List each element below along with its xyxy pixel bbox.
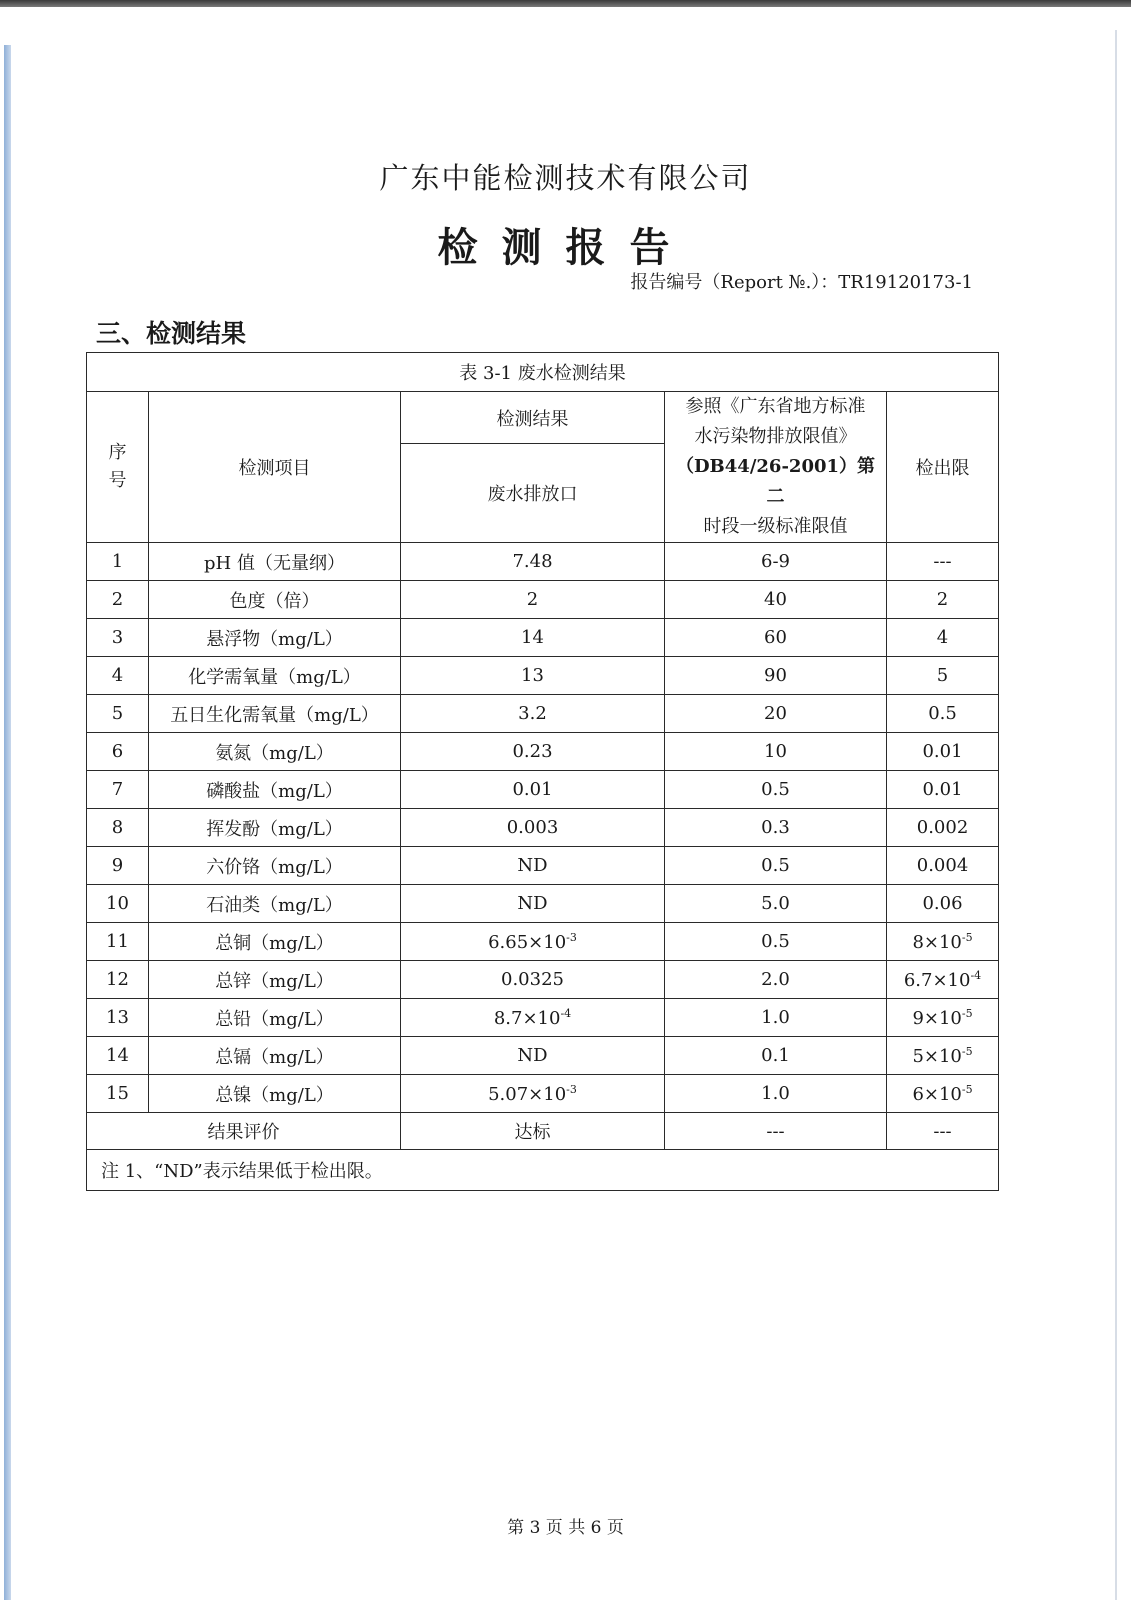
cell-result-base: 5.07×10 — [488, 1083, 567, 1105]
summary-standard: --- — [665, 1113, 887, 1150]
cell-limit-exponent: -5 — [961, 930, 973, 944]
cell-limit: 0.004 — [887, 847, 999, 885]
cell-limit: 5 — [887, 657, 999, 695]
page-footer: 第 3 页 共 6 页 — [507, 1518, 624, 1538]
cell-standard: 5.0 — [665, 885, 887, 923]
cell-item: 化学需氧量（mg/L） — [149, 657, 401, 695]
table-caption: 表 3-1 废水检测结果 — [87, 353, 999, 392]
cell-result-exponent: -4 — [560, 1006, 572, 1020]
cell-item: 色度（倍） — [149, 581, 401, 619]
summary-row — [87, 1113, 999, 1150]
cell-standard: 10 — [665, 733, 887, 771]
cell-limit: --- — [887, 543, 999, 581]
report-number: 报告编号（Report №.）：TR19120173-1 — [630, 272, 973, 293]
cell-limit: 0.06 — [887, 885, 999, 923]
cell-seq: 3 — [87, 619, 149, 657]
cell-limit-base: 9×10 — [912, 1007, 962, 1029]
cell-standard: 90 — [665, 657, 887, 695]
header-location: 废水排放口 — [401, 444, 665, 543]
cell-standard: 0.5 — [665, 847, 887, 885]
cell-standard: 60 — [665, 619, 887, 657]
cell-standard: 20 — [665, 695, 887, 733]
cell-limit — [887, 999, 999, 1037]
doc-title: 检测报告 — [437, 224, 694, 271]
cell-result: 2 — [401, 581, 665, 619]
cell-standard: 0.3 — [665, 809, 887, 847]
cell-result: 7.48 — [401, 543, 665, 581]
scan-left-edge — [4, 45, 11, 1600]
cell-result: ND — [401, 1037, 665, 1075]
cell-item: 氨氮（mg/L） — [149, 733, 401, 771]
cell-item: 挥发酚（mg/L） — [149, 809, 401, 847]
company-name: 广东中能检测技术有限公司 — [379, 161, 752, 195]
cell-result: ND — [401, 847, 665, 885]
cell-limit-base: 8×10 — [912, 931, 962, 953]
header-standard-line-4: 时段一级标准限值 — [703, 516, 848, 537]
cell-limit: 0.002 — [887, 809, 999, 847]
cell-limit-exponent: -5 — [961, 1044, 973, 1058]
header-seq — [87, 392, 149, 543]
table-row — [87, 1037, 999, 1075]
cell-result: 0.23 — [401, 733, 665, 771]
table-row — [87, 695, 999, 733]
cell-limit-base: 5×10 — [912, 1045, 962, 1067]
cell-seq: 14 — [87, 1037, 149, 1075]
cell-limit — [887, 961, 999, 999]
cell-limit-exponent: -4 — [970, 968, 982, 982]
cell-limit — [887, 1037, 999, 1075]
cell-limit: 0.01 — [887, 771, 999, 809]
cell-limit: 0.01 — [887, 733, 999, 771]
cell-item: 总镍（mg/L） — [149, 1075, 401, 1113]
cell-standard: 1.0 — [665, 999, 887, 1037]
cell-result: 13 — [401, 657, 665, 695]
summary-result: 达标 — [401, 1113, 665, 1150]
cell-item: 总锌（mg/L） — [149, 961, 401, 999]
table-row — [87, 619, 999, 657]
cell-seq: 7 — [87, 771, 149, 809]
cell-limit — [887, 923, 999, 961]
cell-standard: 0.1 — [665, 1037, 887, 1075]
cell-standard: 0.5 — [665, 923, 887, 961]
table-row — [87, 1075, 999, 1113]
cell-seq: 12 — [87, 961, 149, 999]
cell-item: 六价铬（mg/L） — [149, 847, 401, 885]
header-standard-line-3: （DB44/26-2001）第二 — [675, 456, 876, 507]
table-row — [87, 581, 999, 619]
cell-result: 0.003 — [401, 809, 665, 847]
table-row — [87, 847, 999, 885]
cell-result-base: 8.7×10 — [493, 1007, 561, 1029]
cell-limit-exponent: -5 — [961, 1006, 973, 1020]
cell-seq: 4 — [87, 657, 149, 695]
cell-seq: 13 — [87, 999, 149, 1037]
cell-standard: 6-9 — [665, 543, 887, 581]
cell-result: ND — [401, 885, 665, 923]
summary-label: 结果评价 — [87, 1113, 401, 1150]
section-heading: 三、检测结果 — [96, 319, 247, 348]
header-item: 检测项目 — [149, 392, 401, 543]
header-standard — [665, 392, 887, 543]
cell-seq: 1 — [87, 543, 149, 581]
table-row — [87, 809, 999, 847]
cell-result — [401, 923, 665, 961]
table-row — [87, 885, 999, 923]
cell-limit-base: 6.7×10 — [903, 969, 971, 991]
cell-seq: 8 — [87, 809, 149, 847]
cell-seq: 6 — [87, 733, 149, 771]
results-table — [86, 352, 999, 1191]
header-seq-label: 序号 — [108, 442, 127, 491]
cell-seq: 5 — [87, 695, 149, 733]
cell-limit: 2 — [887, 581, 999, 619]
cell-result: 0.01 — [401, 771, 665, 809]
cell-item: 悬浮物（mg/L） — [149, 619, 401, 657]
cell-item: pH 值（无量纲） — [149, 543, 401, 581]
cell-result — [401, 1075, 665, 1113]
cell-item: 总铜（mg/L） — [149, 923, 401, 961]
header-standard-line-1: 参照《广东省地方标准 — [685, 396, 866, 417]
table-note: 注 1、“ND”表示结果低于检出限。 — [87, 1150, 999, 1191]
cell-standard: 0.5 — [665, 771, 887, 809]
cell-seq: 15 — [87, 1075, 149, 1113]
table-row — [87, 923, 999, 961]
cell-limit — [887, 1075, 999, 1113]
cell-result-exponent: -3 — [566, 930, 577, 944]
cell-seq: 2 — [87, 581, 149, 619]
cell-result-base: 6.65×10 — [488, 931, 567, 953]
table-row — [87, 999, 999, 1037]
cell-standard: 2.0 — [665, 961, 887, 999]
header-limit: 检出限 — [887, 392, 999, 543]
cell-result-exponent: -3 — [566, 1082, 577, 1096]
cell-result: 3.2 — [401, 695, 665, 733]
table-row — [87, 771, 999, 809]
cell-limit-exponent: -5 — [961, 1082, 973, 1096]
cell-item: 总铅（mg/L） — [149, 999, 401, 1037]
cell-seq: 9 — [87, 847, 149, 885]
header-standard-line-2: 水污染物排放限值》 — [694, 426, 857, 447]
cell-item: 磷酸盐（mg/L） — [149, 771, 401, 809]
cell-item: 总镉（mg/L） — [149, 1037, 401, 1075]
summary-limit: --- — [887, 1113, 999, 1150]
table-row — [87, 657, 999, 695]
header-result-group: 检测结果 — [401, 392, 665, 444]
cell-limit: 4 — [887, 619, 999, 657]
cell-result — [401, 999, 665, 1037]
cell-item: 五日生化需氧量（mg/L） — [149, 695, 401, 733]
cell-seq: 11 — [87, 923, 149, 961]
cell-item: 石油类（mg/L） — [149, 885, 401, 923]
cell-standard: 40 — [665, 581, 887, 619]
cell-standard: 1.0 — [665, 1075, 887, 1113]
cell-limit-base: 6×10 — [912, 1083, 962, 1105]
cell-limit: 0.5 — [887, 695, 999, 733]
table-row — [87, 961, 999, 999]
cell-seq: 10 — [87, 885, 149, 923]
table-row — [87, 733, 999, 771]
cell-result: 0.0325 — [401, 961, 665, 999]
scan-top-edge — [0, 0, 1131, 7]
cell-result: 14 — [401, 619, 665, 657]
table-row — [87, 543, 999, 581]
